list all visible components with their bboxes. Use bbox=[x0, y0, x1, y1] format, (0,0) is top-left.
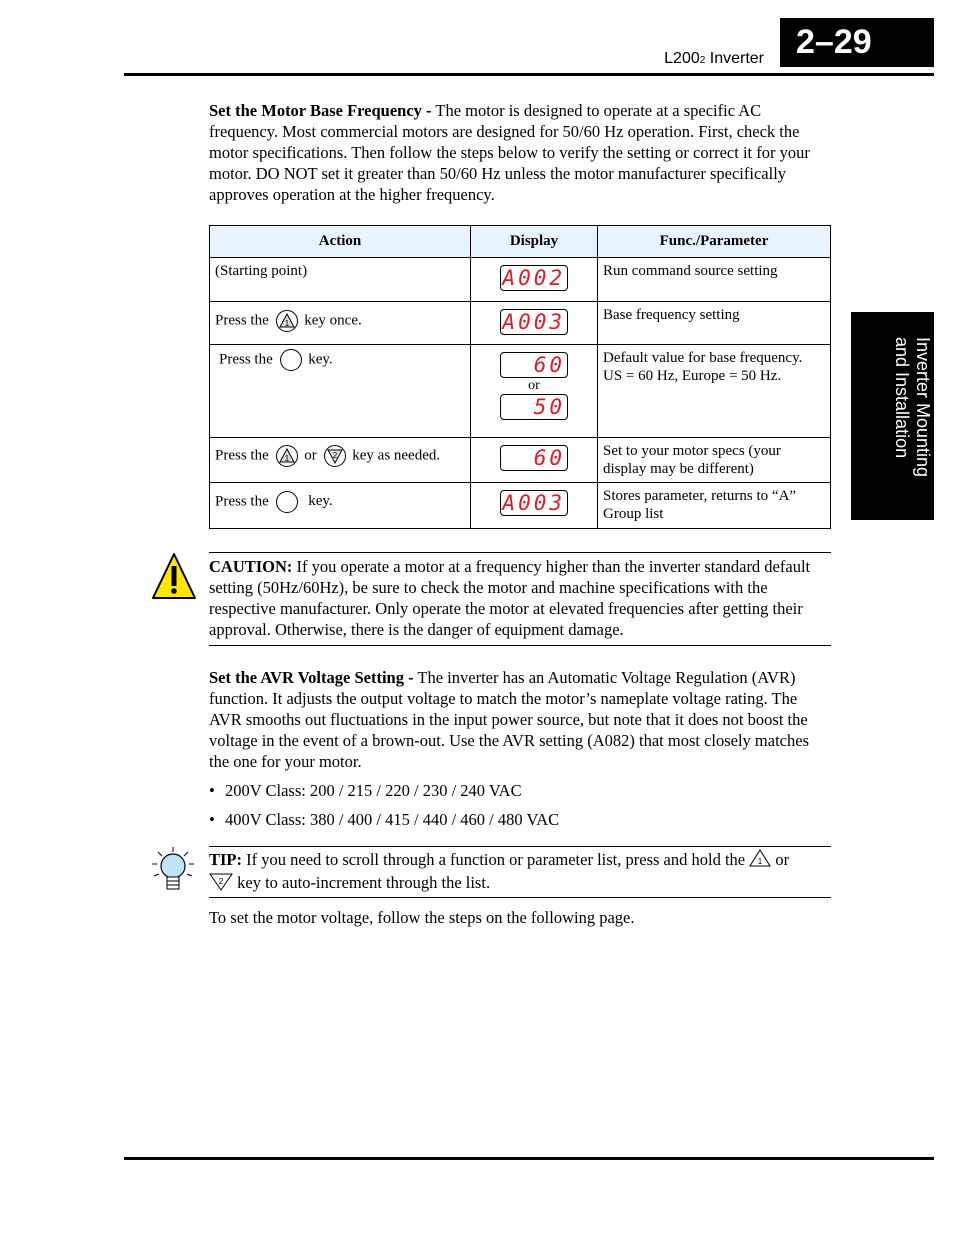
table-header-row bbox=[210, 226, 831, 258]
action-cell: Press the 1 or 2 key as needed. bbox=[210, 438, 470, 471]
svg-text:2: 2 bbox=[332, 451, 337, 460]
page-number: 2–29 bbox=[780, 18, 934, 67]
column-header-display: Display bbox=[471, 226, 598, 258]
down-arrow-icon bbox=[209, 873, 233, 896]
closing-paragraph: To set the motor voltage, follow the steps on the following page. bbox=[209, 908, 635, 927]
up-arrow-key-icon bbox=[276, 310, 298, 332]
caution-warning-icon bbox=[151, 552, 197, 605]
func-cell: Base frequency setting bbox=[603, 307, 740, 323]
side-tab-line-1: Inverter Mounting bbox=[913, 337, 933, 478]
motor-frequency-paragraph bbox=[209, 100, 831, 205]
chapter-side-tab bbox=[851, 312, 934, 520]
avr-paragraph bbox=[209, 667, 831, 772]
side-tab-line-2: and Installation bbox=[892, 337, 912, 459]
table-row bbox=[210, 258, 831, 302]
footer-rule bbox=[124, 1157, 934, 1160]
running-title: L2002 Inverter bbox=[664, 50, 764, 67]
tip-bottom-rule bbox=[209, 897, 831, 898]
table-row bbox=[210, 345, 831, 438]
avr-heading: Set the AVR Voltage Setting - bbox=[209, 668, 414, 687]
action-cell: Press the key. bbox=[210, 483, 470, 517]
action-cell: (Starting point) bbox=[215, 263, 308, 279]
caution-top-rule bbox=[209, 552, 831, 553]
lcd-display: A003 bbox=[500, 490, 568, 516]
svg-text:1: 1 bbox=[758, 857, 763, 866]
table-row bbox=[210, 483, 831, 529]
motor-frequency-heading: Set the Motor Base Frequency - bbox=[209, 101, 432, 120]
func-cell: Set to your motor specs (your display may be different) bbox=[603, 443, 781, 477]
lcd-display: A002 bbox=[500, 265, 568, 291]
svg-text:2: 2 bbox=[218, 877, 224, 886]
up-arrow-key-icon bbox=[276, 445, 298, 467]
lcd-display: 50 bbox=[500, 394, 568, 420]
avr-body: The inverter has an Automatic Voltage Regulation (AVR) function. It adjusts the output voltage to match the motor’s nameplate voltage rating. The AVR smooths out fluctuations in the input power source, but note that it does not boost the voltage in the event of a brown-out. Use the AVR setting (A082) that most closely matches the one for your motor. bbox=[209, 668, 809, 771]
store-key-icon bbox=[276, 491, 298, 513]
list-item: • 200V Class: 200 / 215 / 220 / 230 / 240 VAC bbox=[209, 780, 559, 809]
caution-bottom-rule bbox=[209, 645, 831, 646]
table-row bbox=[210, 438, 831, 483]
func-cell: Default value for base frequency. US = 60 Hz, Europe = 50 Hz. bbox=[603, 350, 803, 384]
up-arrow-icon bbox=[749, 849, 771, 872]
action-cell: Press the 1 key once. bbox=[210, 302, 470, 336]
svg-text:1: 1 bbox=[284, 319, 289, 328]
column-header-action: Action bbox=[210, 226, 471, 258]
tip-top-rule bbox=[209, 846, 831, 847]
steps-table bbox=[209, 225, 831, 529]
motor-frequency-body: The motor is designed to operate at a specific AC frequency. Most commercial motors are designed for 50/60 Hz operation. First, check the motor specifications. Then follow the steps below to verify the setting or correct it for your motor. DO NOT set it greater than 50/60 Hz unless the motor manufacturer specifically approves operation at the higher frequency. bbox=[209, 101, 810, 204]
caution-paragraph bbox=[209, 556, 831, 640]
func-cell: Run command source setting bbox=[603, 263, 778, 279]
voltage-class-list bbox=[209, 780, 559, 838]
lcd-display: 60 bbox=[500, 445, 568, 471]
svg-text:1: 1 bbox=[284, 454, 289, 463]
lcd-display: A003 bbox=[500, 309, 568, 335]
store-key-icon bbox=[280, 349, 302, 371]
caution-label: CAUTION: bbox=[209, 557, 293, 576]
caution-body: If you operate a motor at a frequency higher than the inverter standard default setting (50Hz/60Hz), be sure to check the motor and machine specifications with the respective manufacturer. Only operate the motor at elevated frequencies after getting their approval. Otherwise, there is the danger of equipment damage. bbox=[209, 557, 811, 639]
func-cell: Stores parameter, returns to “A” Group list bbox=[603, 488, 797, 522]
display-or-label: or bbox=[528, 378, 540, 393]
header-rule bbox=[124, 73, 934, 76]
down-arrow-key-icon bbox=[324, 445, 346, 467]
column-header-func: Func./Parameter bbox=[598, 226, 831, 258]
tip-paragraph: TIP: If you need to scroll through a function or parameter list, press and hold the 1 or 2 key to auto-increment through the list. bbox=[209, 849, 831, 896]
action-cell: Press the key. bbox=[210, 345, 470, 375]
lightbulb-tip-icon bbox=[150, 846, 196, 899]
lcd-display: 60 bbox=[500, 352, 568, 378]
list-item: • 400V Class: 380 / 400 / 415 / 440 / 460 / 480 VAC bbox=[209, 809, 559, 838]
tip-label: TIP: bbox=[209, 850, 242, 869]
table-row bbox=[210, 302, 831, 345]
